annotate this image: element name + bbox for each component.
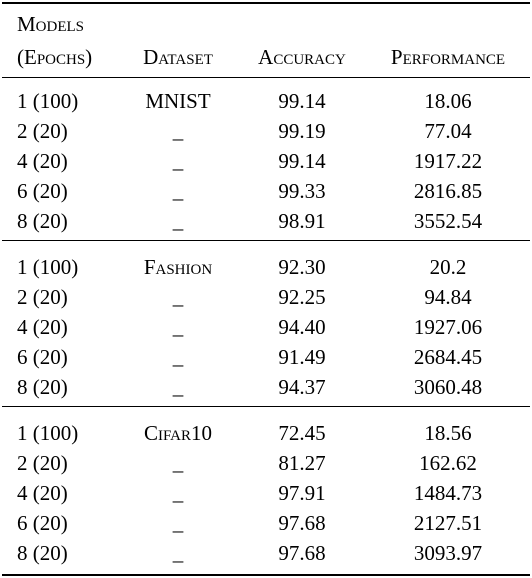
header-accuracy: Accuracy bbox=[258, 45, 346, 69]
accuracy-cell: 94.37 bbox=[278, 375, 326, 399]
accuracy-cell: 92.25 bbox=[278, 285, 326, 309]
accuracy-cell: 81.27 bbox=[278, 451, 326, 475]
performance-cell: 18.56 bbox=[424, 421, 472, 445]
model-cell: 1 (100) bbox=[17, 255, 79, 279]
dataset-cell: _ bbox=[172, 119, 184, 143]
model-cell: 2 (20) bbox=[17, 119, 68, 143]
dataset-cell: _ bbox=[172, 481, 184, 505]
model-cell: 8 (20) bbox=[17, 541, 68, 565]
model-cell: 4 (20) bbox=[17, 481, 68, 505]
dataset-cell: _ bbox=[172, 315, 184, 339]
bottom-rule bbox=[2, 574, 530, 576]
accuracy-cell: 97.68 bbox=[278, 541, 326, 565]
performance-cell: 162.62 bbox=[419, 451, 477, 475]
dataset-cell: _ bbox=[172, 451, 184, 475]
performance-cell: 2127.51 bbox=[413, 511, 483, 535]
group-divider-2 bbox=[2, 406, 530, 407]
accuracy-cell: 92.30 bbox=[278, 255, 326, 279]
header-dataset: Dataset bbox=[143, 45, 213, 69]
accuracy-cell: 94.40 bbox=[278, 315, 326, 339]
accuracy-cell: 98.91 bbox=[278, 209, 326, 233]
model-cell: 4 (20) bbox=[17, 149, 68, 173]
performance-cell: 20.2 bbox=[429, 255, 467, 279]
accuracy-cell: 91.49 bbox=[278, 345, 326, 369]
model-cell: 1 (100) bbox=[17, 421, 79, 445]
dataset-cell: _ bbox=[172, 375, 184, 399]
accuracy-cell: 99.14 bbox=[278, 149, 326, 173]
performance-cell: 1917.22 bbox=[413, 149, 483, 173]
group-divider-1 bbox=[2, 240, 530, 241]
header-epochs: (Epochs) bbox=[17, 45, 93, 69]
accuracy-cell: 99.19 bbox=[278, 119, 326, 143]
performance-cell: 3093.97 bbox=[413, 541, 483, 565]
model-cell: 2 (20) bbox=[17, 285, 68, 309]
model-cell: 8 (20) bbox=[17, 375, 68, 399]
header-models: Models bbox=[17, 12, 85, 36]
top-rule bbox=[2, 2, 530, 4]
performance-cell: 3060.48 bbox=[413, 375, 483, 399]
model-cell: 4 (20) bbox=[17, 315, 68, 339]
performance-cell: 3552.54 bbox=[413, 209, 483, 233]
accuracy-cell: 72.45 bbox=[278, 421, 326, 445]
accuracy-cell: 97.68 bbox=[278, 511, 326, 535]
header-performance: Performance bbox=[390, 45, 506, 69]
model-cell: 6 (20) bbox=[17, 511, 68, 535]
performance-cell: 77.04 bbox=[424, 119, 472, 143]
dataset-cell: Cifar10 bbox=[143, 421, 213, 445]
accuracy-cell: 99.14 bbox=[278, 89, 326, 113]
dataset-cell: _ bbox=[172, 179, 184, 203]
model-cell: 8 (20) bbox=[17, 209, 68, 233]
performance-cell: 18.06 bbox=[424, 89, 472, 113]
accuracy-cell: 97.91 bbox=[278, 481, 326, 505]
dataset-cell: _ bbox=[172, 149, 184, 173]
model-cell: 2 (20) bbox=[17, 451, 68, 475]
dataset-cell: _ bbox=[172, 345, 184, 369]
performance-cell: 1484.73 bbox=[413, 481, 483, 505]
dataset-cell: Fashion bbox=[143, 255, 213, 279]
dataset-cell: MNIST bbox=[145, 89, 211, 113]
header-rule bbox=[2, 77, 530, 78]
performance-cell: 2816.85 bbox=[413, 179, 483, 203]
model-cell: 6 (20) bbox=[17, 179, 68, 203]
accuracy-cell: 99.33 bbox=[278, 179, 326, 203]
performance-cell: 1927.06 bbox=[413, 315, 483, 339]
model-cell: 6 (20) bbox=[17, 345, 68, 369]
dataset-cell: _ bbox=[172, 541, 184, 565]
dataset-cell: _ bbox=[172, 511, 184, 535]
performance-cell: 2684.45 bbox=[413, 345, 483, 369]
performance-cell: 94.84 bbox=[424, 285, 472, 309]
model-cell: 1 (100) bbox=[17, 89, 79, 113]
dataset-cell: _ bbox=[172, 285, 184, 309]
dataset-cell: _ bbox=[172, 209, 184, 233]
